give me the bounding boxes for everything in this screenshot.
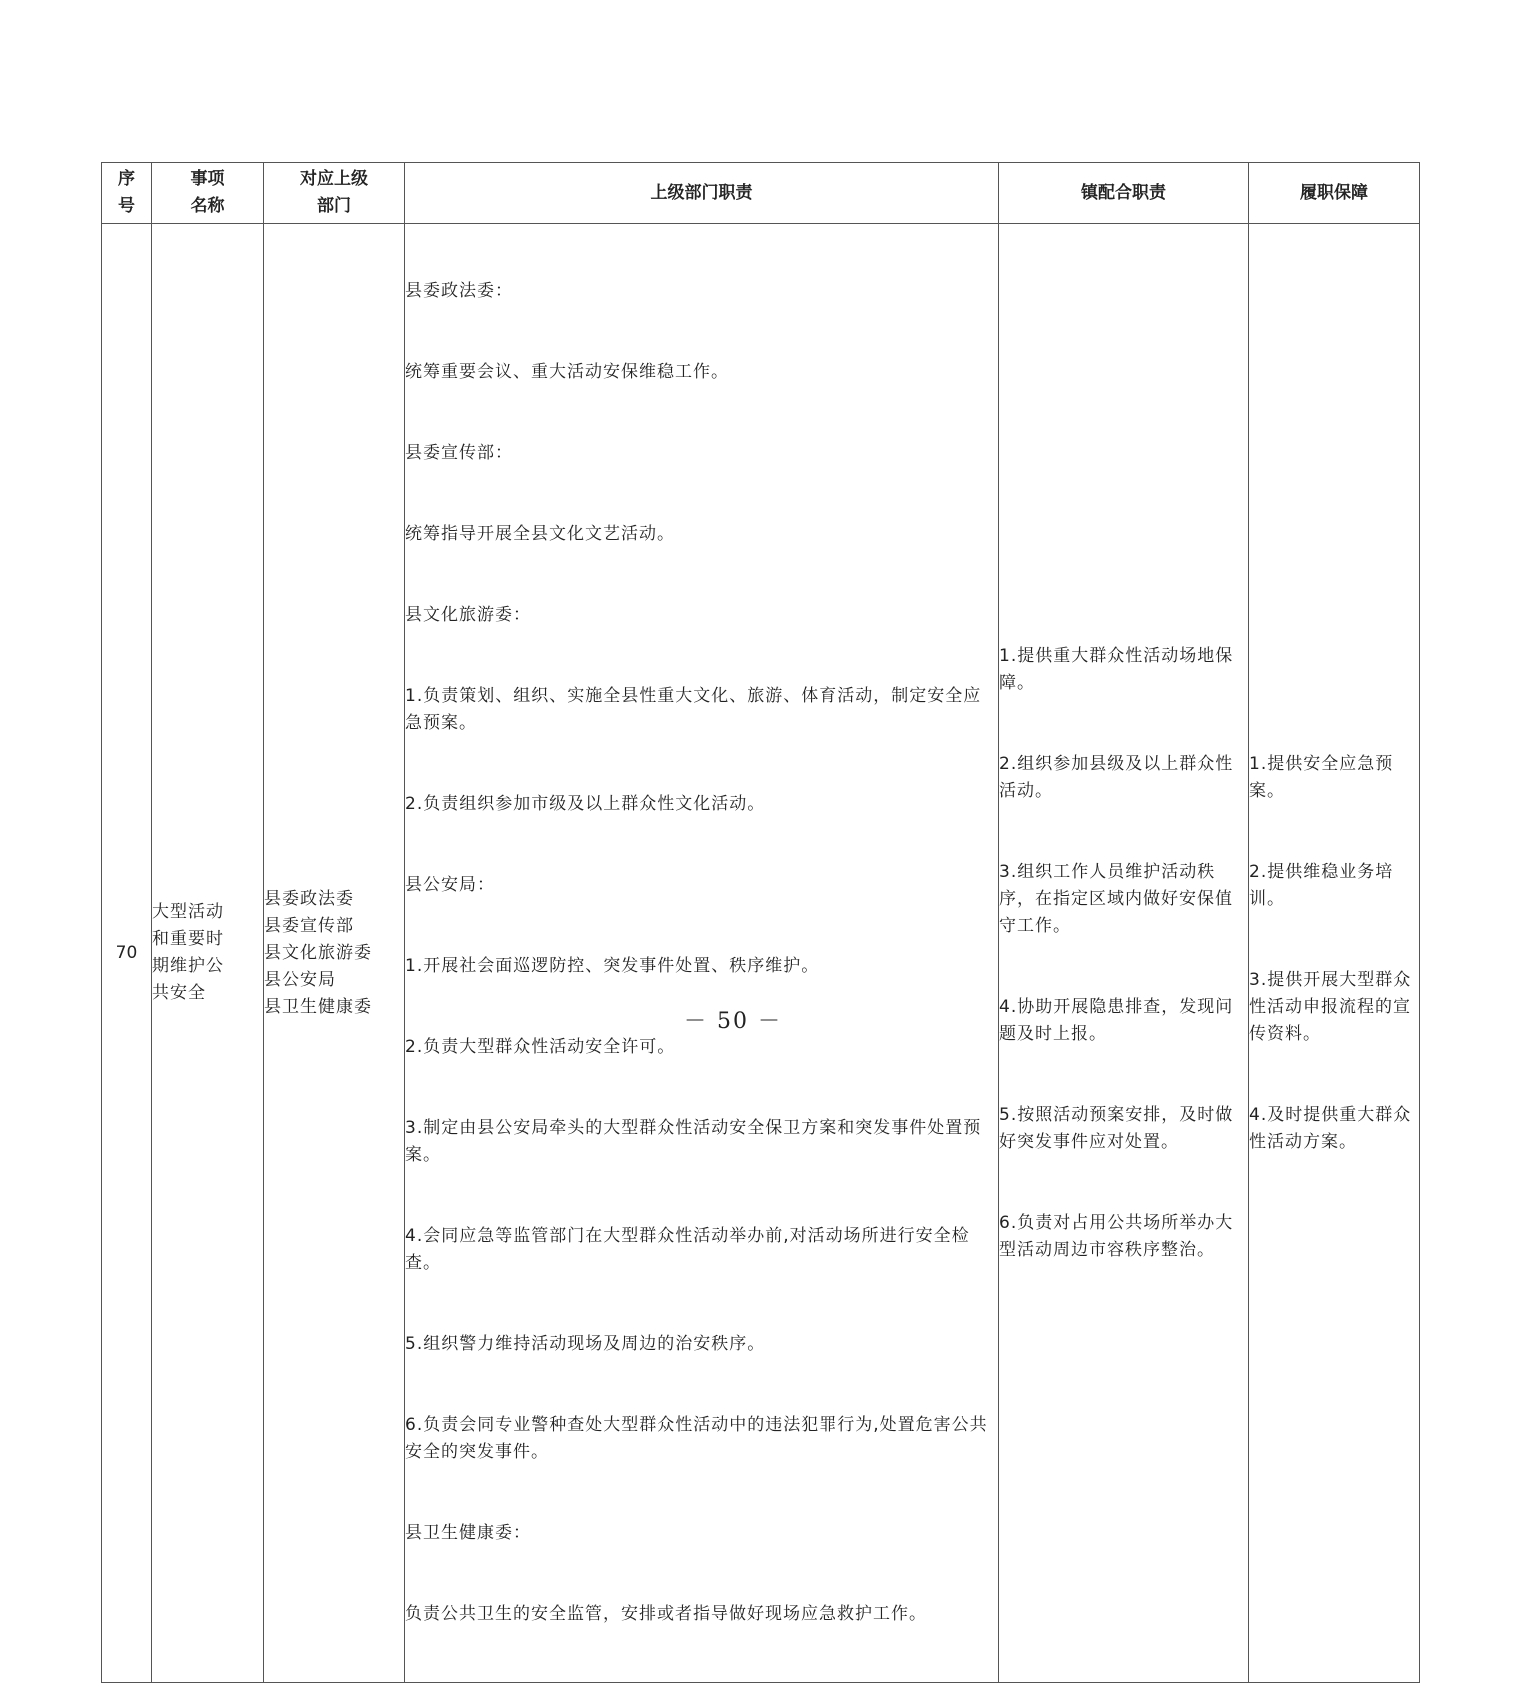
upper-duty-line: 县委政法委： xyxy=(405,281,513,301)
upper-duty-line: 1.负责策划、组织、实施全县性重大文化、旅游、体育活动，制定安全应急预案。 xyxy=(405,686,982,733)
cell-upper-duty xyxy=(405,224,999,1683)
upper-duty-line: 统筹指导开展全县文化文艺活动。 xyxy=(405,524,675,544)
header-town-duty: 镇配合职责 xyxy=(999,163,1249,224)
upper-duty-line: 县公安局： xyxy=(405,875,495,895)
guarantee-line: 3.提供开展大型群众性活动申报流程的宣传资料。 xyxy=(1249,969,1412,1044)
upper-duty-line: 5.组织警力维持活动现场及周边的治安秩序。 xyxy=(405,1334,766,1354)
upper-duty-line: 统筹重要会议、重大活动安保维稳工作。 xyxy=(405,362,729,382)
town-duty-line: 3.组织工作人员维护活动秩序，在指定区域内做好安保值守工作。 xyxy=(999,861,1233,936)
town-duty-line: 5.按照活动预案安排，及时做好突发事件应对处置。 xyxy=(999,1104,1234,1152)
upper-duty-line: 4.会同应急等监管部门在大型群众性活动举办前,对活动场所进行安全检查。 xyxy=(405,1226,970,1273)
table-row xyxy=(102,224,1420,1683)
town-duty-line: 4.协助开展隐患排查，发现问题及时上报。 xyxy=(999,996,1234,1044)
town-duty-line: 2.组织参加县级及以上群众性活动。 xyxy=(999,753,1234,801)
header-seq: 序 号 xyxy=(102,163,152,224)
header-upper-duty: 上级部门职责 xyxy=(405,163,999,224)
town-duty-line: 1.提供重大群众性活动场地保障。 xyxy=(999,645,1234,693)
cell-town-duty xyxy=(999,224,1249,1683)
seq-number: 70 xyxy=(115,943,138,963)
upper-duty-line: 县委宣传部： xyxy=(405,443,513,463)
header-name: 事项 名称 xyxy=(152,163,264,224)
cell-upper-dept xyxy=(264,224,405,1683)
upper-duty-line: 县卫生健康委： xyxy=(405,1523,531,1543)
upper-duty-line: 县文化旅游委： xyxy=(405,605,531,625)
upper-dept-list: 县委政法委 县委宣传部 县文化旅游委 县公安局 县卫生健康委 xyxy=(264,888,372,1017)
cell-guarantee xyxy=(1249,224,1420,1683)
item-name: 大型活动 和重要时 期维护公 共安全 xyxy=(152,902,224,1003)
guarantee-line: 4.及时提供重大群众性活动方案。 xyxy=(1249,1104,1412,1152)
town-duty-line: 6.负责对占用公共场所举办大型活动周边市容秩序整治。 xyxy=(999,1212,1234,1260)
duty-table xyxy=(101,162,1420,1683)
upper-duty-line: 负责公共卫生的安全监管，安排或者指导做好现场应急救护工作。 xyxy=(405,1604,927,1624)
guarantee-line: 2.提供维稳业务培训。 xyxy=(1249,861,1394,909)
upper-duty-line: 3.制定由县公安局牵头的大型群众性活动安全保卫方案和突发事件处置预案。 xyxy=(405,1118,982,1165)
upper-duty-text xyxy=(405,224,998,1682)
header-guarantee: 履职保障 xyxy=(1249,163,1420,224)
upper-duty-line: 2.负责大型群众性活动安全许可。 xyxy=(405,1037,676,1057)
header-row xyxy=(102,163,1420,224)
cell-name xyxy=(152,224,264,1683)
guarantee-line: 1.提供安全应急预案。 xyxy=(1249,753,1394,801)
town-duty-text xyxy=(999,589,1248,1318)
upper-duty-line: 1.开展社会面巡逻防控、突发事件处置、秩序维护。 xyxy=(405,956,820,976)
upper-duty-line: 6.负责会同专业警种查处大型群众性活动中的违法犯罪行为,处置危害公共安全的突发事件。 xyxy=(405,1415,988,1462)
page-number: － 50 － xyxy=(684,1009,782,1034)
header-upper-dept: 对应上级 部门 xyxy=(264,163,405,224)
cell-seq xyxy=(102,224,152,1683)
guarantee-text xyxy=(1249,697,1419,1210)
upper-duty-line: 2.负责组织参加市级及以上群众性文化活动。 xyxy=(405,794,766,814)
